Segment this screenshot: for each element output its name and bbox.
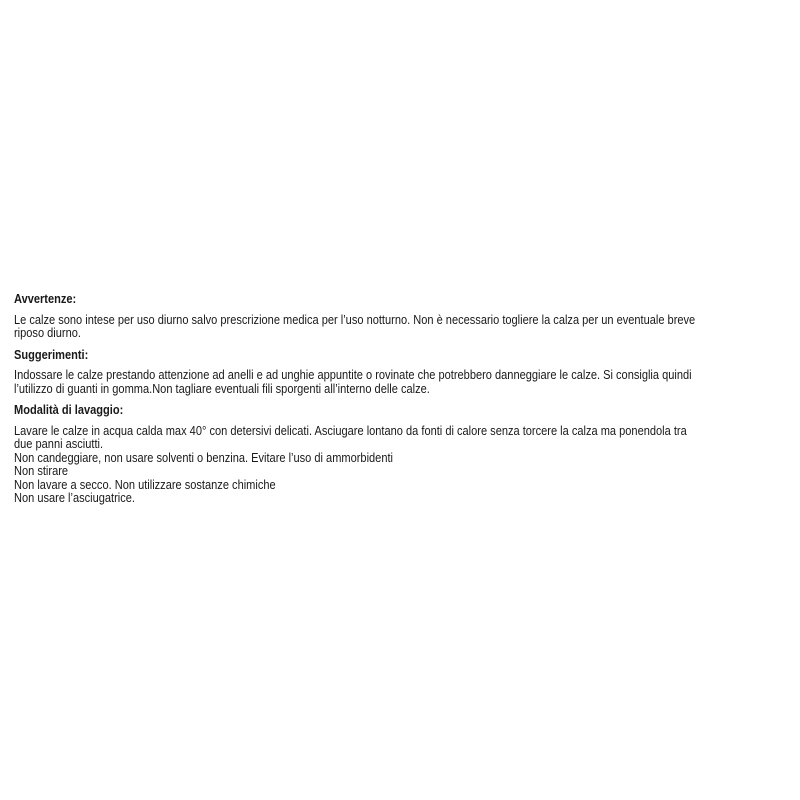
body-line: Non usare l’asciugatrice. bbox=[14, 490, 136, 505]
body-line: Non candeggiare, non usare solventi o benzina. Evitare l’uso di ammorbidenti bbox=[14, 449, 393, 465]
paragraph-suggerimenti bbox=[14, 368, 784, 395]
body-line: due panni asciutti. bbox=[14, 436, 104, 451]
care-instructions-text-block bbox=[14, 292, 784, 513]
section-suggerimenti bbox=[14, 348, 784, 396]
section-heading-suggerimenti: Suggerimenti: bbox=[14, 346, 89, 362]
section-heading-modalita-di-lavaggio: Modalità di lavaggio: bbox=[14, 402, 124, 417]
paragraph-avvertenze bbox=[14, 313, 784, 340]
body-line: riposo diurno. bbox=[14, 325, 81, 340]
section-avvertenze bbox=[14, 292, 784, 340]
body-line: Non lavare a secco. Non utilizzare sostanze chimiche bbox=[14, 476, 276, 492]
section-heading-avvertenze: Avvertenze: bbox=[14, 291, 77, 306]
paragraph-modalita-di-lavaggio bbox=[14, 424, 784, 505]
section-modalita-di-lavaggio bbox=[14, 403, 784, 505]
body-line: Le calze sono intese per uso diurno salvo prescrizione medica per l’uso notturno. Non è necessario togliere la calza per un eventuale breve bbox=[14, 311, 696, 327]
body-line: l’utilizzo di guanti in gomma.Non tagliare eventuali fili sporgenti all’interno delle calze. bbox=[14, 380, 430, 396]
body-line: Indossare le calze prestando attenzione ad anelli e ad unghie appuntite o rovinate che potrebbero danneggiare le calze. Si consiglia quindi bbox=[14, 367, 692, 382]
body-line: Non stirare bbox=[14, 463, 69, 478]
body-line: Lavare le calze in acqua calda max 40° con detersivi delicati. Asciugare lontano da fonti di calore senza torcere la calza ma ponendola tra bbox=[14, 422, 687, 438]
